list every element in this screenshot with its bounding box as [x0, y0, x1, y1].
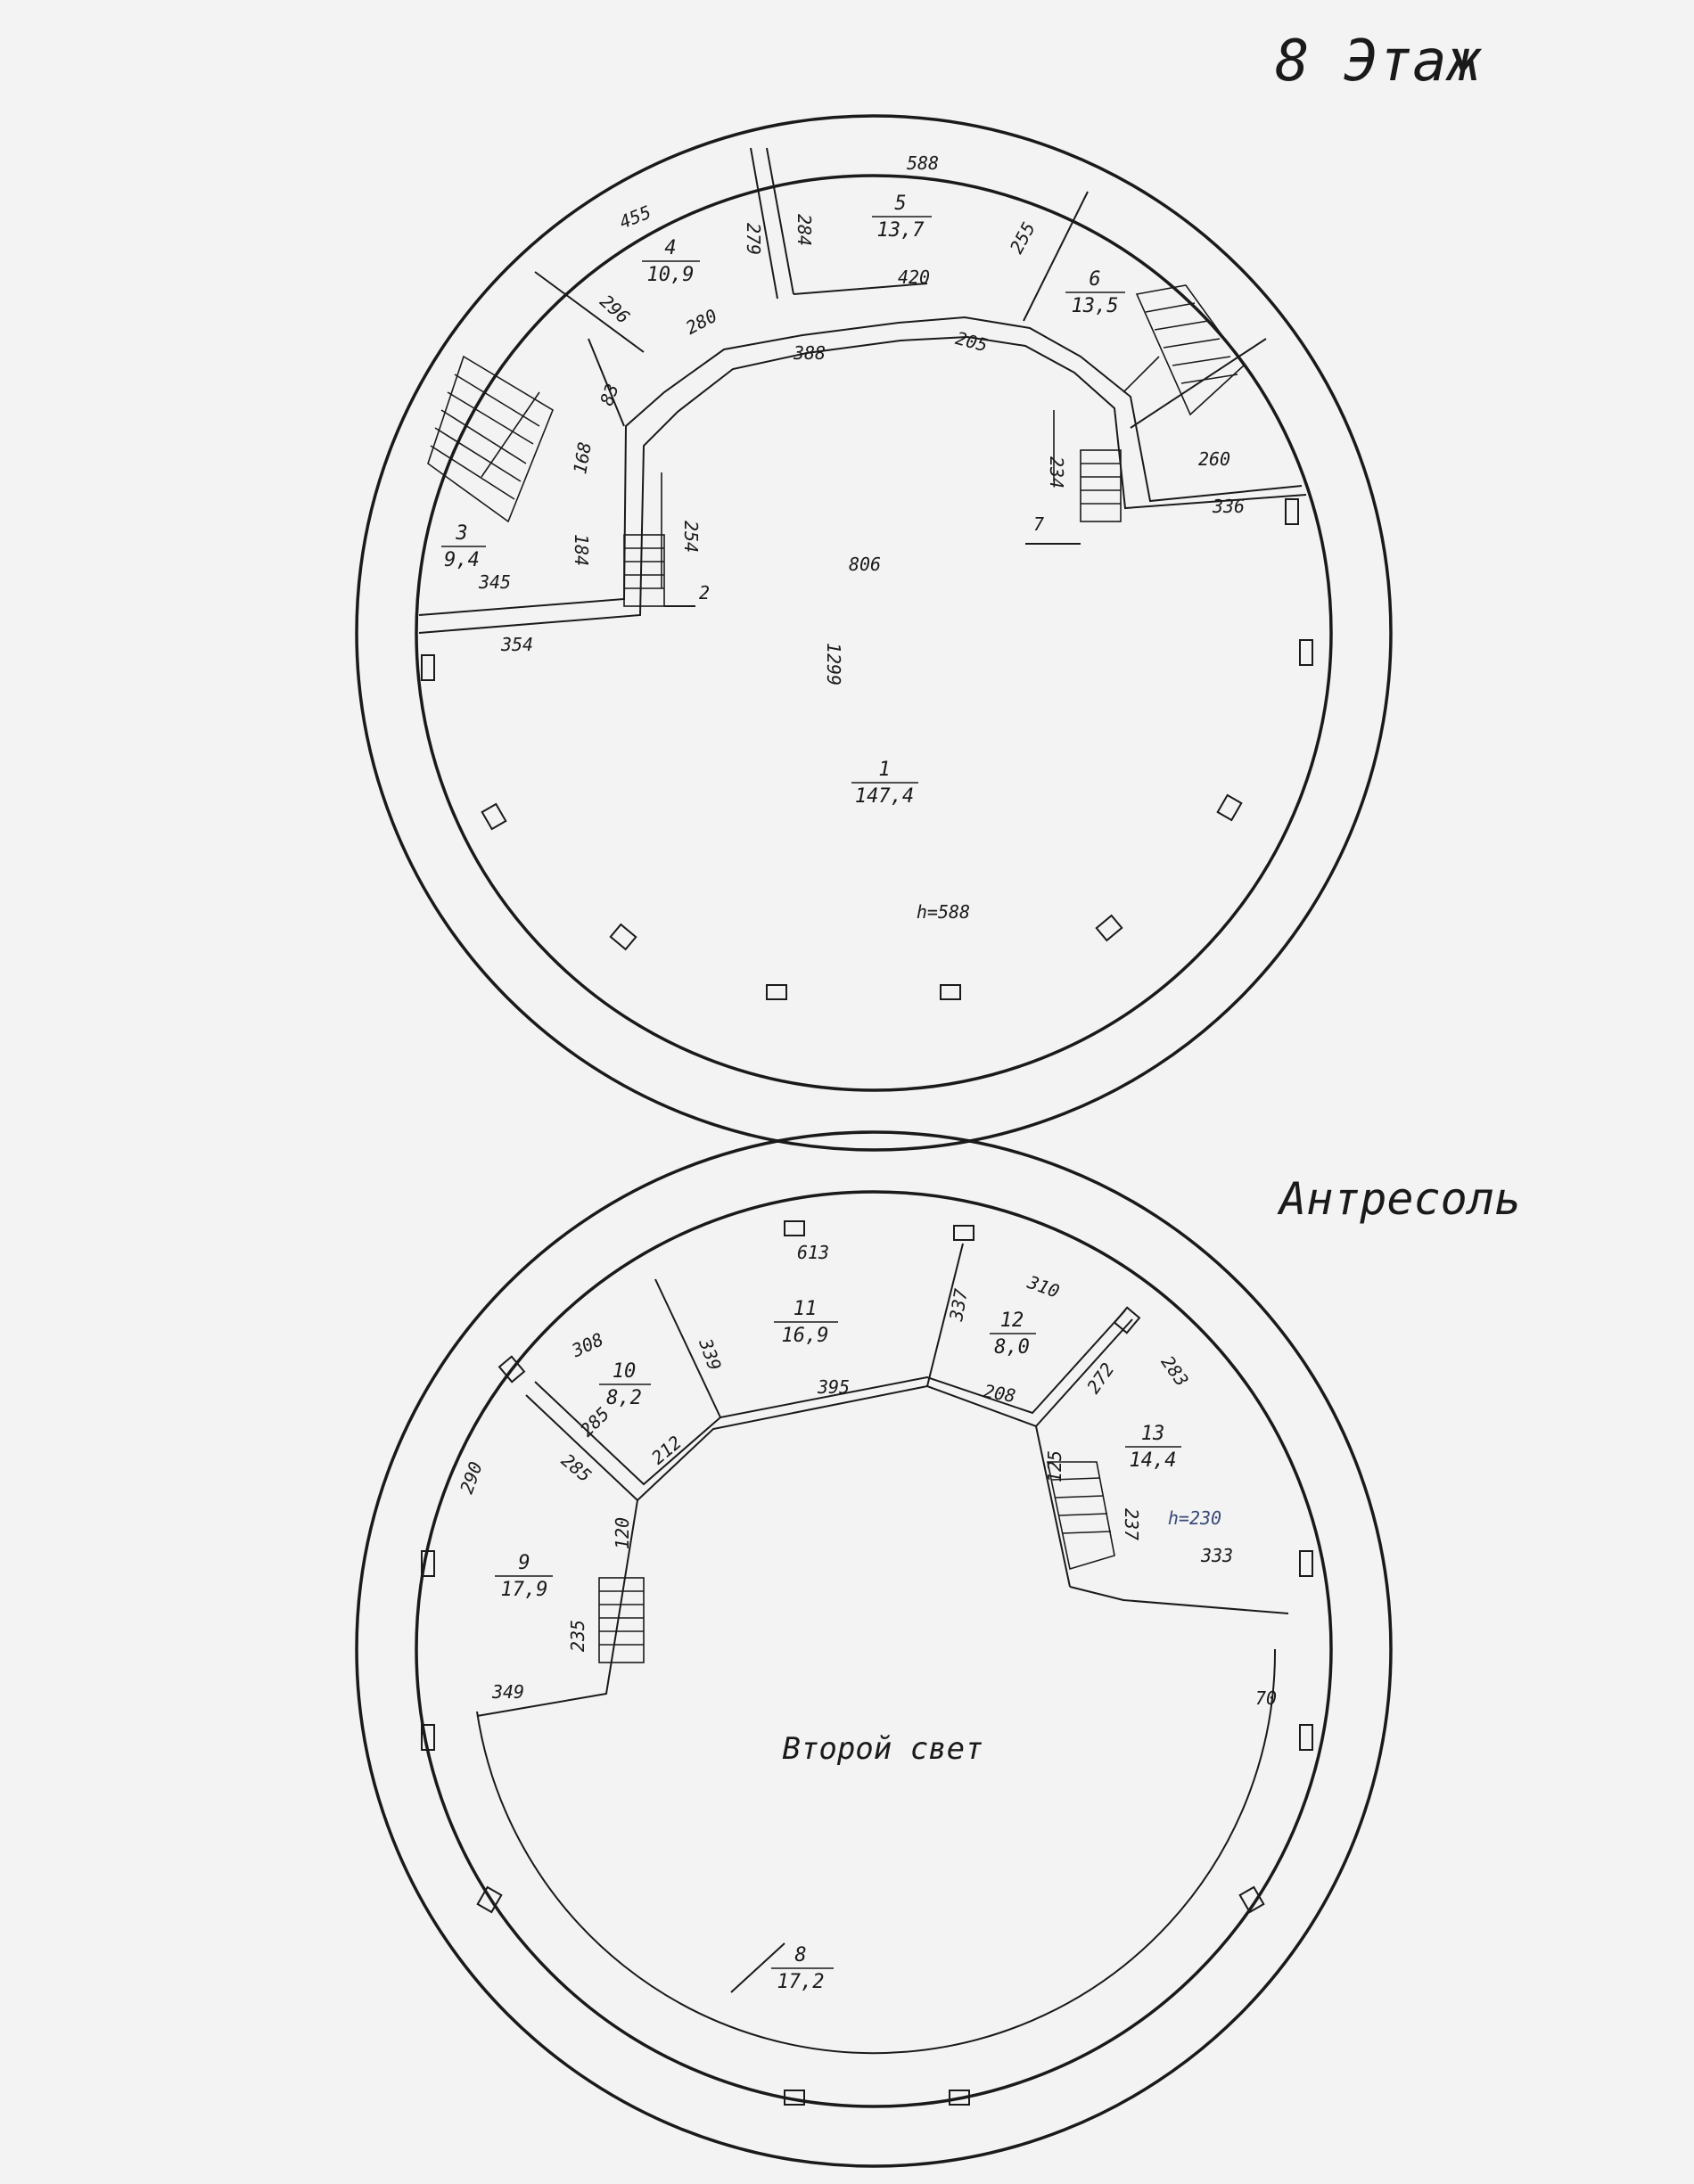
- room-4-area: 10,9: [646, 264, 695, 286]
- dim-337: 337: [945, 1286, 973, 1323]
- room-11-number: 11: [793, 1298, 818, 1320]
- room-4-number: 4: [664, 237, 677, 259]
- dim-310: 310: [1024, 1270, 1063, 1302]
- dim-613: 613: [796, 1242, 830, 1263]
- room-9-number: 9: [518, 1552, 530, 1574]
- dim-235: 235: [567, 1619, 588, 1653]
- floor-8-plan: [357, 116, 1391, 1150]
- dim-83: 83: [596, 381, 623, 409]
- dim-70: 70: [1254, 1687, 1278, 1709]
- mezz-dimensions: [456, 1242, 1277, 1709]
- dim-260: 260: [1197, 448, 1231, 470]
- dim-255: 255: [1005, 218, 1040, 258]
- dim-184: 184: [571, 533, 592, 567]
- room-11-area: 16,9: [781, 1325, 829, 1347]
- dim-354: 354: [500, 634, 534, 655]
- dim-168: 168: [569, 439, 596, 476]
- dim-588: 588: [906, 152, 940, 174]
- dim-349: 349: [491, 1681, 525, 1703]
- room-12-area: 8,0: [994, 1336, 1030, 1359]
- room-13-area: 14,4: [1129, 1449, 1177, 1472]
- dim-212: 212: [646, 1431, 687, 1469]
- room-6-area: 13,5: [1071, 295, 1119, 317]
- dim-120: 120: [612, 1516, 633, 1550]
- dim-279: 279: [743, 222, 764, 256]
- floor-8-height: h=588: [916, 901, 971, 923]
- mezzanine-title: Антресоль: [1279, 1173, 1521, 1225]
- room-10-area: 8,2: [606, 1387, 642, 1409]
- double-height-void-label: Второй свет: [782, 1731, 983, 1767]
- mezzanine-plan: [357, 1132, 1391, 2166]
- dim-237: 237: [1121, 1507, 1142, 1541]
- dim-284: 284: [794, 213, 815, 247]
- dim-333: 333: [1200, 1545, 1234, 1566]
- dim-296: 296: [596, 290, 635, 328]
- room-3-number: 3: [456, 522, 468, 545]
- dim-345: 345: [478, 571, 512, 593]
- mezz-height: h=230: [1167, 1507, 1222, 1529]
- floor-8-room-labels: [441, 193, 1125, 808]
- mezz-room-labels: [495, 1298, 1181, 1993]
- room-1-number: 1: [878, 759, 891, 781]
- dim-455: 455: [616, 201, 654, 234]
- room-13-number: 13: [1140, 1423, 1165, 1445]
- dim-395: 395: [817, 1376, 851, 1398]
- dim-285-upper: 285: [575, 1402, 614, 1441]
- staircase-2: [624, 472, 664, 606]
- dim-339: 339: [695, 1335, 727, 1374]
- room-5-area: 13,7: [876, 219, 925, 242]
- dim-280: 280: [682, 304, 721, 339]
- room-8-number: 8: [794, 1944, 807, 1966]
- dim-336: 336: [1212, 496, 1246, 517]
- room-1-area: 147,4: [854, 785, 915, 808]
- dim-272: 272: [1082, 1359, 1119, 1398]
- room-12-number: 12: [999, 1310, 1024, 1332]
- dim-806: 806: [848, 554, 882, 575]
- room-6-number: 6: [1089, 268, 1101, 291]
- outer-wall-circle: [357, 116, 1391, 1150]
- dim-420: 420: [897, 267, 931, 288]
- dim-125: 125: [1044, 1449, 1065, 1483]
- mezz-staircase-9: [599, 1578, 644, 1663]
- mezz-wall-niches: [422, 1221, 1312, 2105]
- dim-254: 254: [680, 520, 702, 554]
- dim-290: 290: [455, 1458, 487, 1497]
- dim-285-lower: 285: [556, 1449, 596, 1487]
- staircase-room-6: [1123, 285, 1244, 415]
- dim-388: 388: [793, 342, 826, 364]
- dim-205: 205: [953, 326, 991, 357]
- leader-label-7: 7: [1032, 513, 1045, 535]
- floor-title: 8 Этаж: [1275, 29, 1482, 94]
- mezz-outer-wall-circle: [357, 1132, 1391, 2166]
- dim-234: 234: [1046, 456, 1067, 489]
- mezz-inner-wall-circle: [416, 1192, 1331, 2106]
- dim-208: 208: [982, 1380, 1018, 1408]
- room-8-area: 17,2: [777, 1971, 825, 1993]
- dim-1299: 1299: [823, 642, 844, 686]
- mezz-gallery-arc: [477, 1649, 1278, 2053]
- room-9-area: 17,9: [500, 1579, 548, 1601]
- room-5-number: 5: [894, 193, 907, 215]
- dim-308: 308: [568, 1328, 607, 1362]
- room-10-number: 10: [612, 1360, 637, 1383]
- dim-283: 283: [1156, 1351, 1193, 1391]
- inner-wall-circle: [416, 176, 1331, 1090]
- leader-label-2: 2: [698, 582, 711, 603]
- room-3-area: 9,4: [444, 549, 480, 571]
